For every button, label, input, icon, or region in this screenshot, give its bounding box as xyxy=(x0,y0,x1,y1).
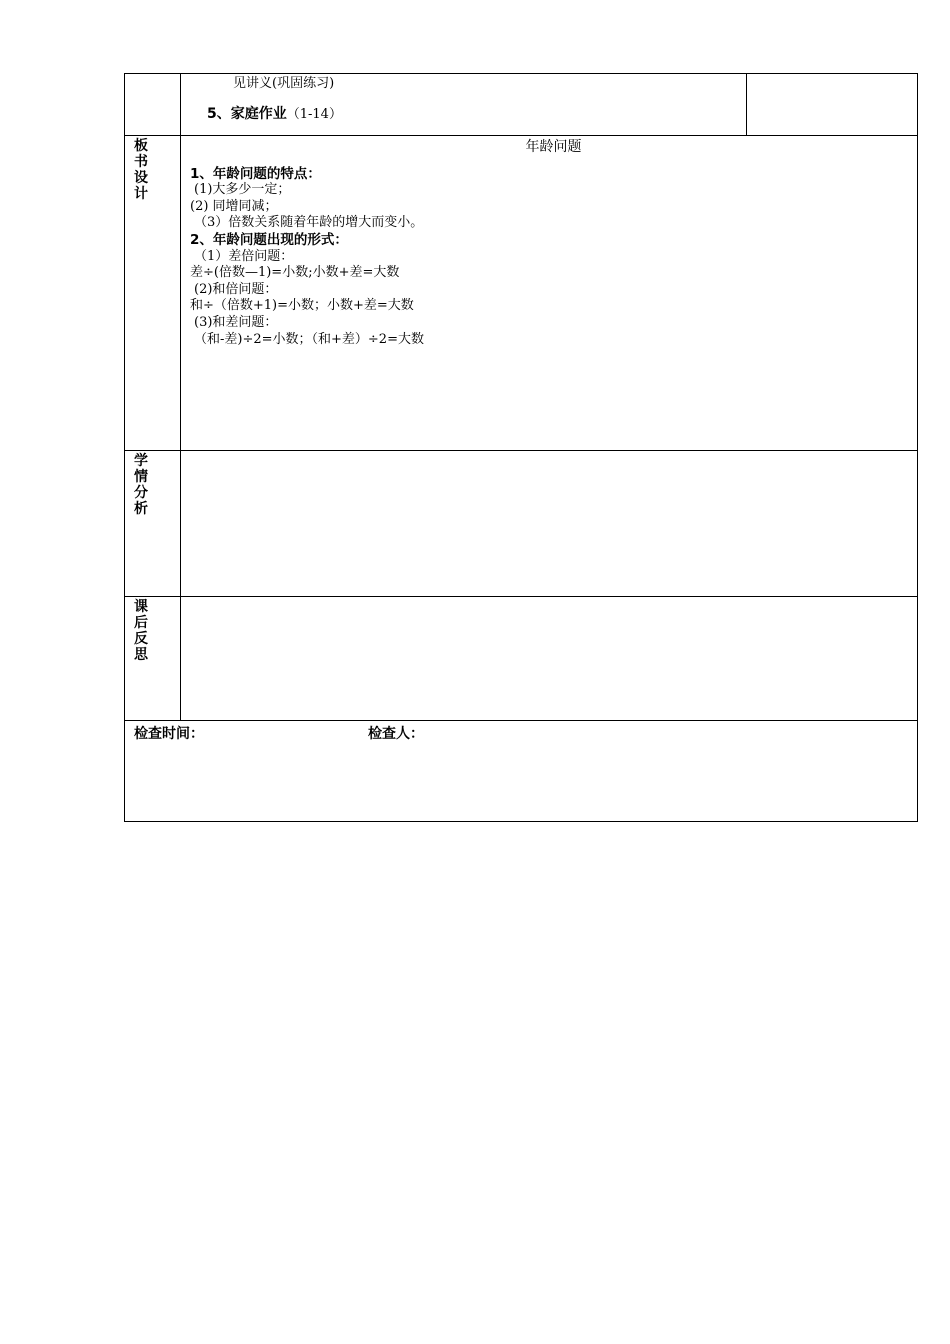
board-line-7: 和÷（倍数+1)=小数；小数+差=大数 xyxy=(190,298,414,314)
reflection-label-cell xyxy=(125,597,181,721)
check-row xyxy=(125,721,918,822)
top-content-cell xyxy=(181,74,747,136)
board-line-8: (3)和差问题： xyxy=(194,314,278,330)
board-line-1: (1)大多少一定； xyxy=(194,182,291,198)
board-heading-1: 1、年龄问题的特点： xyxy=(190,165,321,182)
board-line-4: （1）差倍问题： xyxy=(194,248,294,264)
lesson-plan-table xyxy=(124,73,918,822)
top-label-cell xyxy=(125,74,181,136)
handout-line: 见讲义(巩固练习) xyxy=(233,76,335,91)
board-line-9: （和-差)÷2=小数；（和+差）÷2=大数 xyxy=(194,331,424,347)
analysis-content-cell xyxy=(181,451,918,597)
top-row xyxy=(125,74,918,136)
homework-label: 5、家庭作业 xyxy=(207,106,287,122)
reflection-label: 课后反思 xyxy=(134,599,148,663)
board-line-2: (2) 同增同减； xyxy=(190,198,278,214)
board-title: 年龄问题 xyxy=(525,139,582,155)
board-line-5: 差÷(倍数—1)=小数;小数+差=大数 xyxy=(190,265,400,281)
analysis-label-cell xyxy=(125,451,181,597)
board-content-cell xyxy=(181,136,918,451)
check-cell xyxy=(125,721,918,822)
board-label-cell xyxy=(125,136,181,451)
homework-line xyxy=(207,106,746,123)
board-line-6: (2)和倍问题： xyxy=(194,281,278,297)
board-label: 板书设计 xyxy=(134,138,148,202)
homework-range: （1-14） xyxy=(286,107,342,122)
top-right-cell xyxy=(747,74,918,136)
lesson-plan-sheet xyxy=(124,73,917,822)
reflection-row xyxy=(125,597,918,721)
board-row xyxy=(125,136,918,451)
checker-label: 检查人： xyxy=(368,726,424,742)
check-time-label: 检查时间： xyxy=(134,726,204,742)
analysis-row xyxy=(125,451,918,597)
board-line-3: （3）倍数关系随着年龄的增大而变小。 xyxy=(194,215,424,231)
board-heading-2: 2、年龄问题出现的形式： xyxy=(190,231,348,248)
analysis-label: 学情分析 xyxy=(134,453,148,517)
reflection-content-cell xyxy=(181,597,918,721)
